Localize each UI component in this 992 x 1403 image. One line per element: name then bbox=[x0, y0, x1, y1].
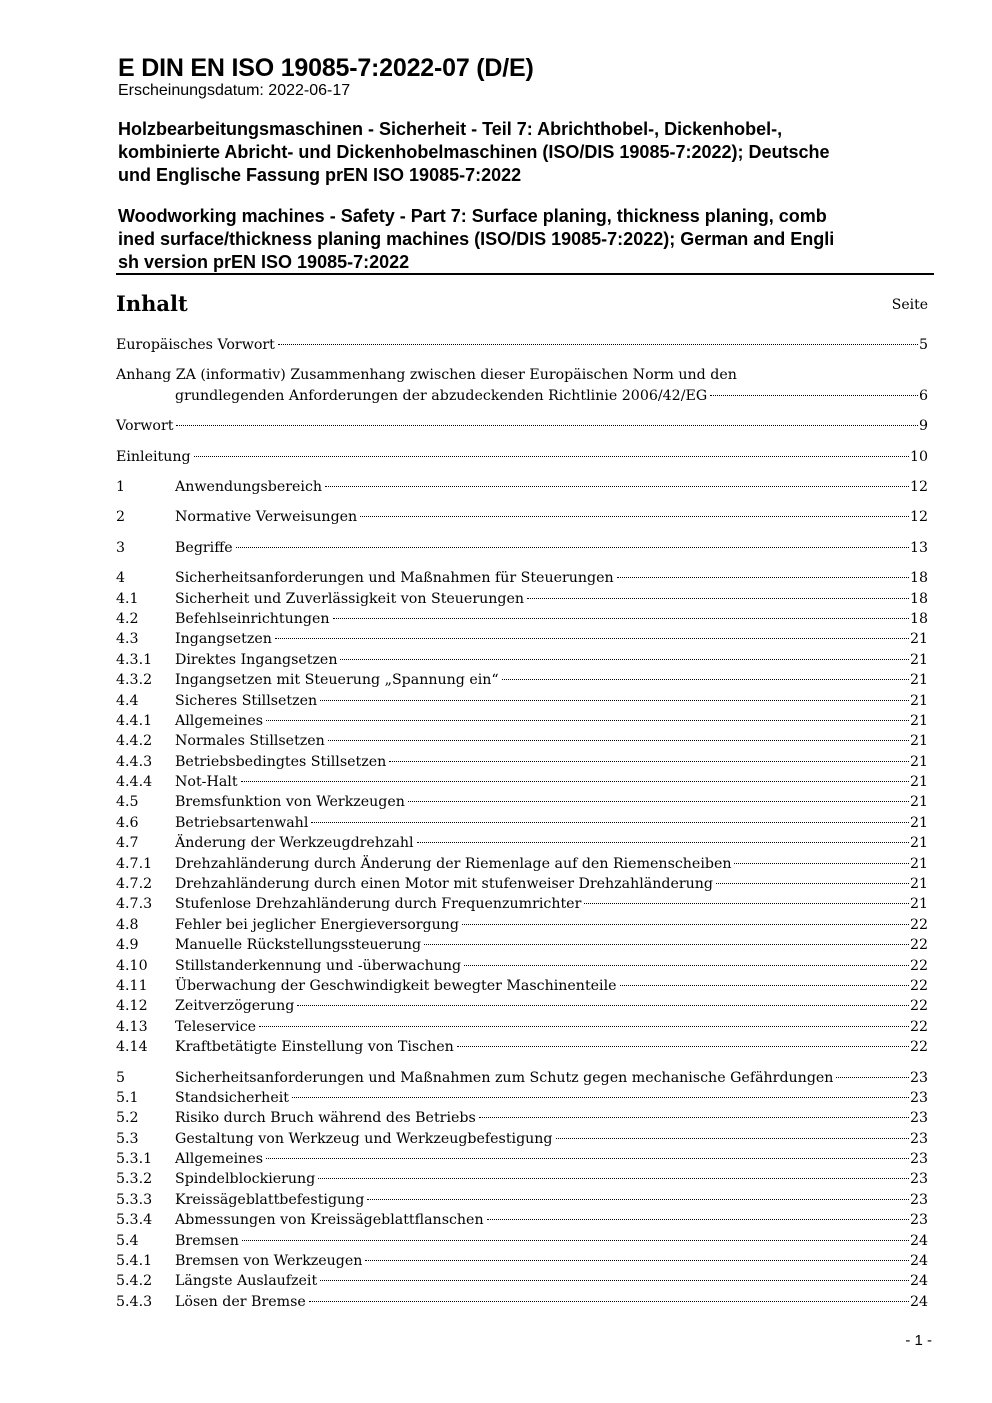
toc-entry-page: 23 bbox=[909, 1151, 928, 1168]
toc-entry-title: Direktes Ingangsetzen bbox=[175, 651, 338, 668]
toc-dot-leader bbox=[259, 1026, 909, 1027]
toc-entry[interactable] bbox=[116, 335, 928, 355]
toc-entry-number: 4.7.1 bbox=[116, 855, 153, 872]
toc-entry-title: Änderung der Werkzeugdrehzahl bbox=[175, 835, 414, 852]
toc-dot-leader bbox=[464, 965, 909, 966]
toc-entry-page: 22 bbox=[909, 998, 928, 1015]
toc-entry-title: Anhang ZA (informativ) Zusammenhang zwischen dieser Europäischen Norm und den bbox=[116, 367, 737, 384]
toc-dot-leader bbox=[320, 700, 909, 701]
toc-entry-number: 4.6 bbox=[116, 814, 139, 831]
toc-entry-title: Abmessungen von Kreissägeblattflanschen bbox=[175, 1212, 484, 1229]
toc-dot-leader bbox=[457, 1046, 909, 1047]
toc-entry-page: 21 bbox=[909, 855, 928, 872]
toc-entry-number: 4.10 bbox=[116, 957, 148, 974]
toc-entry-page: 13 bbox=[909, 539, 928, 556]
toc-entry-page: 23 bbox=[909, 1191, 928, 1208]
toc-entry-number: 4.7.2 bbox=[116, 876, 153, 893]
toc-dot-leader bbox=[242, 1240, 909, 1241]
toc-entry-title: Standsicherheit bbox=[175, 1089, 289, 1106]
toc-entry-page: 9 bbox=[918, 418, 928, 435]
toc-entry-title: Gestaltung von Werkzeug und Werkzeugbefestigung bbox=[175, 1130, 553, 1147]
toc-entry-page: 18 bbox=[909, 590, 928, 607]
toc-entry-title: Zeitverzögerung bbox=[175, 998, 295, 1015]
toc-entry-number: 4 bbox=[116, 570, 126, 587]
toc-entry[interactable] bbox=[116, 915, 928, 935]
toc-entry-title: Sicheres Stillsetzen bbox=[175, 692, 318, 709]
toc-dot-leader bbox=[734, 863, 908, 864]
toc-dot-leader bbox=[365, 1260, 909, 1261]
toc-entry-page: 23 bbox=[909, 1212, 928, 1229]
toc-entry-page: 21 bbox=[909, 733, 928, 750]
toc-dot-leader bbox=[527, 598, 909, 599]
toc-dot-leader bbox=[620, 985, 909, 986]
toc-entry[interactable] bbox=[116, 1149, 928, 1169]
toc-entry-page: 23 bbox=[909, 1171, 928, 1188]
toc-dot-leader bbox=[297, 1005, 909, 1006]
toc-entry[interactable] bbox=[116, 1292, 928, 1312]
table-of-contents bbox=[116, 335, 928, 1312]
toc-dot-leader bbox=[479, 1117, 909, 1118]
toc-dot-leader bbox=[556, 1138, 909, 1139]
toc-entry-page: 6 bbox=[918, 387, 928, 404]
toc-entry[interactable] bbox=[116, 1271, 928, 1291]
toc-entry-number: 5.4.3 bbox=[116, 1293, 153, 1310]
toc-entry-title: Vorwort bbox=[116, 418, 174, 435]
toc-entry-number: 1 bbox=[116, 478, 126, 495]
toc-entry-page: 23 bbox=[909, 1110, 928, 1127]
toc-entry-page: 22 bbox=[909, 937, 928, 954]
toc-dot-leader bbox=[502, 679, 909, 680]
toc-entry[interactable] bbox=[116, 731, 928, 751]
toc-entry-title-continued-line bbox=[116, 386, 928, 406]
toc-entry-page: 21 bbox=[909, 672, 928, 689]
toc-entry[interactable] bbox=[116, 935, 928, 955]
toc-entry-page: 22 bbox=[909, 1018, 928, 1035]
toc-entry[interactable] bbox=[116, 589, 928, 609]
toc-dot-leader bbox=[236, 547, 909, 548]
toc-entry-title: Normative Verweisungen bbox=[175, 509, 358, 526]
toc-entry-page: 22 bbox=[909, 957, 928, 974]
toc-entry-number: 4.4.1 bbox=[116, 712, 153, 729]
toc-entry-title: Drehzahländerung durch einen Motor mit stufenweiser Drehzahländerung bbox=[175, 876, 713, 893]
toc-entry[interactable] bbox=[116, 1210, 928, 1230]
toc-dot-leader bbox=[716, 883, 909, 884]
toc-entry-number: 4.4.4 bbox=[116, 774, 153, 791]
toc-dot-leader bbox=[417, 842, 909, 843]
toc-entry-title: Begriffe bbox=[175, 539, 233, 556]
toc-entry[interactable] bbox=[116, 416, 928, 436]
toc-entry-number: 5.4 bbox=[116, 1232, 139, 1249]
toc-entry-number: 4.1 bbox=[116, 590, 139, 607]
toc-dot-leader bbox=[241, 781, 909, 782]
toc-entry-page: 21 bbox=[909, 814, 928, 831]
title-german: Holzbearbeitungsmaschinen - Sicherheit - Teil 7: Abrichthobel-, Dickenhobel-, kombinierte Abricht- und Dickenhobelmaschinen (ISO/DIS 19085-7:2022); Deutsche und Englische Fassung prEN ISO 19085-7:2022 bbox=[118, 119, 830, 185]
toc-entry-number: 4.4.2 bbox=[116, 733, 153, 750]
toc-entry-title: Sicherheitsanforderungen und Maßnahmen für Steuerungen bbox=[175, 570, 614, 587]
toc-entry-number: 4.8 bbox=[116, 916, 139, 933]
toc-entry-page: 24 bbox=[909, 1253, 928, 1270]
toc-entry-number: 4.5 bbox=[116, 794, 139, 811]
toc-entry-page: 12 bbox=[909, 509, 928, 526]
toc-dot-leader bbox=[389, 761, 909, 762]
toc-dot-leader bbox=[194, 456, 909, 457]
toc-entry[interactable] bbox=[116, 976, 928, 996]
toc-entry-number: 5 bbox=[116, 1069, 126, 1086]
toc-entry-title: Stillstanderkennung und -überwachung bbox=[175, 957, 462, 974]
toc-dot-leader bbox=[328, 740, 909, 741]
toc-entry[interactable] bbox=[116, 1017, 928, 1037]
toc-dot-leader bbox=[320, 1280, 909, 1281]
toc-dot-leader bbox=[176, 425, 918, 426]
toc-entry[interactable] bbox=[116, 996, 928, 1016]
toc-entry-title: Sicherheit und Zuverlässigkeit von Steuerungen bbox=[175, 590, 525, 607]
toc-entry-title: Bremsen bbox=[175, 1232, 239, 1249]
toc-entry[interactable] bbox=[116, 650, 928, 670]
toc-entry[interactable] bbox=[116, 1108, 928, 1128]
toc-entry-number: 4.14 bbox=[116, 1039, 148, 1056]
toc-entry-page: 21 bbox=[909, 692, 928, 709]
toc-entry-number: 4.7.3 bbox=[116, 896, 153, 913]
toc-entry-number: 3 bbox=[116, 539, 126, 556]
toc-dot-leader bbox=[836, 1077, 909, 1078]
toc-entry-title: Anwendungsbereich bbox=[175, 478, 323, 495]
toc-entry-number: 4.3 bbox=[116, 631, 139, 648]
toc-entry-number: 5.3.2 bbox=[116, 1171, 153, 1188]
toc-entry-number: 5.3.4 bbox=[116, 1212, 153, 1229]
toc-dot-leader bbox=[292, 1097, 909, 1098]
toc-entry-number: 4.7 bbox=[116, 835, 139, 852]
toc-entry-number: 2 bbox=[116, 509, 126, 526]
toc-entry-page: 18 bbox=[909, 570, 928, 587]
toc-entry-number: 4.13 bbox=[116, 1018, 148, 1035]
toc-entry-number: 5.2 bbox=[116, 1110, 139, 1127]
toc-entry-page: 18 bbox=[909, 610, 928, 627]
toc-dot-leader bbox=[617, 577, 909, 578]
toc-entry-title: Lösen der Bremse bbox=[175, 1293, 306, 1310]
toc-entry[interactable] bbox=[116, 854, 928, 874]
toc-entry-number: 5.3.3 bbox=[116, 1191, 153, 1208]
toc-entry-number: 4.3.1 bbox=[116, 651, 153, 668]
toc-dot-leader bbox=[266, 720, 909, 721]
toc-entry-page: 23 bbox=[909, 1089, 928, 1106]
toc-entry[interactable] bbox=[116, 365, 928, 406]
toc-dot-leader bbox=[710, 395, 918, 396]
toc-entry[interactable] bbox=[116, 813, 928, 833]
toc-entry[interactable] bbox=[116, 874, 928, 894]
toc-entry-title: Stufenlose Drehzahländerung durch Frequenzumrichter bbox=[175, 896, 582, 913]
toc-entry-page: 22 bbox=[909, 1039, 928, 1056]
toc-entry-page: 24 bbox=[909, 1232, 928, 1249]
toc-entry[interactable] bbox=[116, 792, 928, 812]
toc-entry-number: 5.1 bbox=[116, 1089, 139, 1106]
toc-dot-leader bbox=[340, 659, 908, 660]
toc-entry-page: 21 bbox=[909, 712, 928, 729]
toc-entry-page: 21 bbox=[909, 651, 928, 668]
toc-dot-leader bbox=[487, 1219, 909, 1220]
toc-entry-title: Drehzahländerung durch Änderung der Riemenlage auf den Riemenscheiben bbox=[175, 855, 732, 872]
toc-entry[interactable] bbox=[116, 691, 928, 711]
toc-heading: Inhalt bbox=[116, 291, 188, 316]
publication-date: Erscheinungsdatum: 2022-06-17 bbox=[118, 82, 351, 99]
toc-entry[interactable] bbox=[116, 568, 928, 588]
toc-dot-leader bbox=[333, 618, 909, 619]
toc-entry-title: Risiko durch Bruch während des Betriebs bbox=[175, 1110, 476, 1127]
page-number: - 1 - bbox=[905, 1332, 932, 1349]
toc-entry-number: 5.4.2 bbox=[116, 1273, 153, 1290]
toc-entry-title: Spindelblockierung bbox=[175, 1171, 316, 1188]
toc-entry-page: 21 bbox=[909, 876, 928, 893]
toc-entry-title: Überwachung der Geschwindigkeit bewegter Maschinenteile bbox=[175, 977, 617, 994]
toc-entry[interactable] bbox=[116, 1251, 928, 1271]
toc-entry-title: Kreissägeblattbefestigung bbox=[175, 1191, 365, 1208]
toc-entry-page: 10 bbox=[909, 448, 928, 465]
toc-entry-page: 24 bbox=[909, 1293, 928, 1310]
toc-entry-number: 4.4.3 bbox=[116, 753, 153, 770]
toc-entry-title: Kraftbetätigte Einstellung von Tischen bbox=[175, 1039, 454, 1056]
toc-entry-title: Sicherheitsanforderungen und Maßnahmen zum Schutz gegen mechanische Gefährdungen bbox=[175, 1069, 834, 1086]
toc-entry[interactable] bbox=[116, 670, 928, 690]
toc-entry-title: Europäisches Vorwort bbox=[116, 337, 275, 353]
toc-entry-title: Normales Stillsetzen bbox=[175, 733, 325, 750]
toc-entry[interactable] bbox=[116, 956, 928, 976]
toc-entry-number: 4.2 bbox=[116, 610, 139, 627]
toc-entry-number: 4.12 bbox=[116, 998, 148, 1015]
toc-entry-number: 4.9 bbox=[116, 937, 139, 954]
toc-entry-title: Fehler bei jeglicher Energieversorgung bbox=[175, 916, 459, 933]
toc-entry[interactable] bbox=[116, 1190, 928, 1210]
toc-entry[interactable] bbox=[116, 833, 928, 853]
toc-entry-page: 21 bbox=[909, 794, 928, 811]
toc-entry-number: 5.4.1 bbox=[116, 1253, 153, 1270]
toc-entry[interactable] bbox=[116, 1088, 928, 1108]
toc-entry-page: 24 bbox=[909, 1273, 928, 1290]
toc-entry-title: Teleservice bbox=[175, 1018, 257, 1035]
toc-dot-leader bbox=[325, 486, 909, 487]
toc-entry-page: 21 bbox=[909, 631, 928, 648]
toc-entry-title: Allgemeines bbox=[175, 712, 263, 729]
toc-entry-page: 12 bbox=[909, 478, 928, 495]
toc-entry-title: Ingangsetzen mit Steuerung „Spannung ein“ bbox=[175, 672, 499, 689]
toc-entry-page: 21 bbox=[909, 774, 928, 791]
toc-dot-leader bbox=[360, 516, 909, 517]
toc-dot-leader bbox=[275, 638, 909, 639]
toc-entry-title: Betriebsbedingtes Stillsetzen bbox=[175, 753, 387, 770]
toc-entry[interactable] bbox=[116, 447, 928, 467]
toc-entry-page: 21 bbox=[909, 753, 928, 770]
toc-entry[interactable] bbox=[116, 1068, 928, 1088]
toc-dot-leader bbox=[309, 1301, 909, 1302]
toc-entry-title: Allgemeines bbox=[175, 1151, 263, 1168]
header-divider bbox=[116, 273, 934, 275]
toc-entry-title: Längste Auslaufzeit bbox=[175, 1273, 318, 1290]
toc-entry-number: 5.3 bbox=[116, 1130, 139, 1147]
toc-dot-leader bbox=[266, 1158, 909, 1159]
toc-entry-page: 21 bbox=[909, 896, 928, 913]
toc-entry-title: Befehlseinrichtungen bbox=[175, 610, 330, 627]
toc-entry-number: 4.11 bbox=[116, 977, 148, 994]
toc-entry[interactable] bbox=[116, 477, 928, 497]
toc-entry[interactable] bbox=[116, 752, 928, 772]
toc-dot-leader bbox=[424, 944, 909, 945]
document-id: E DIN EN ISO 19085-7:2022-07 (D/E) bbox=[118, 54, 534, 82]
toc-entry-page: 5 bbox=[918, 337, 928, 353]
toc-entry-title: Bremsfunktion von Werkzeugen bbox=[175, 794, 405, 811]
toc-page-column-label: Seite bbox=[891, 297, 928, 313]
toc-entry-number: 4.4 bbox=[116, 692, 139, 709]
toc-entry[interactable] bbox=[116, 1129, 928, 1149]
toc-dot-leader bbox=[462, 924, 909, 925]
toc-entry-page: 23 bbox=[909, 1069, 928, 1086]
toc-dot-leader bbox=[408, 801, 909, 802]
toc-entry-title: Betriebsartenwahl bbox=[175, 814, 309, 831]
toc-entry-title: Einleitung bbox=[116, 448, 191, 465]
toc-entry-number: 4.3.2 bbox=[116, 672, 153, 689]
toc-entry-title: Manuelle Rückstellungssteuerung bbox=[175, 937, 422, 954]
toc-entry-title-continued: grundlegenden Anforderungen der abzudeckenden Richtlinie 2006/42/EG bbox=[175, 387, 708, 404]
toc-dot-leader bbox=[367, 1199, 909, 1200]
toc-entry[interactable] bbox=[116, 507, 928, 527]
toc-entry-number: 5.3.1 bbox=[116, 1151, 153, 1168]
toc-entry[interactable] bbox=[116, 538, 928, 558]
toc-dot-leader bbox=[278, 344, 918, 345]
toc-entry-title: Bremsen von Werkzeugen bbox=[175, 1253, 363, 1270]
toc-entry[interactable] bbox=[116, 1231, 928, 1251]
toc-entry[interactable] bbox=[116, 894, 928, 914]
toc-entry[interactable] bbox=[116, 711, 928, 731]
toc-entry-page: 23 bbox=[909, 1130, 928, 1147]
toc-dot-leader bbox=[584, 903, 909, 904]
title-english: Woodworking machines - Safety - Part 7: Surface planing, thickness planing, comb ined surface/thickness planing machines (ISO/DIS 19085-7:2022); German and Engli sh version prEN ISO 19085-7:2022 bbox=[118, 206, 835, 272]
toc-entry[interactable] bbox=[116, 772, 928, 792]
toc-entry-page: 22 bbox=[909, 977, 928, 994]
toc-entry[interactable] bbox=[116, 629, 928, 649]
toc-entry[interactable] bbox=[116, 609, 928, 629]
toc-entry[interactable] bbox=[116, 1037, 928, 1057]
toc-entry[interactable] bbox=[116, 1169, 928, 1189]
toc-entry-title: Ingangsetzen bbox=[175, 631, 272, 648]
toc-dot-leader bbox=[311, 822, 909, 823]
toc-entry-page: 21 bbox=[909, 835, 928, 852]
toc-entry-title: Not-Halt bbox=[175, 774, 238, 791]
toc-dot-leader bbox=[318, 1178, 909, 1179]
toc-entry-page: 22 bbox=[909, 916, 928, 933]
